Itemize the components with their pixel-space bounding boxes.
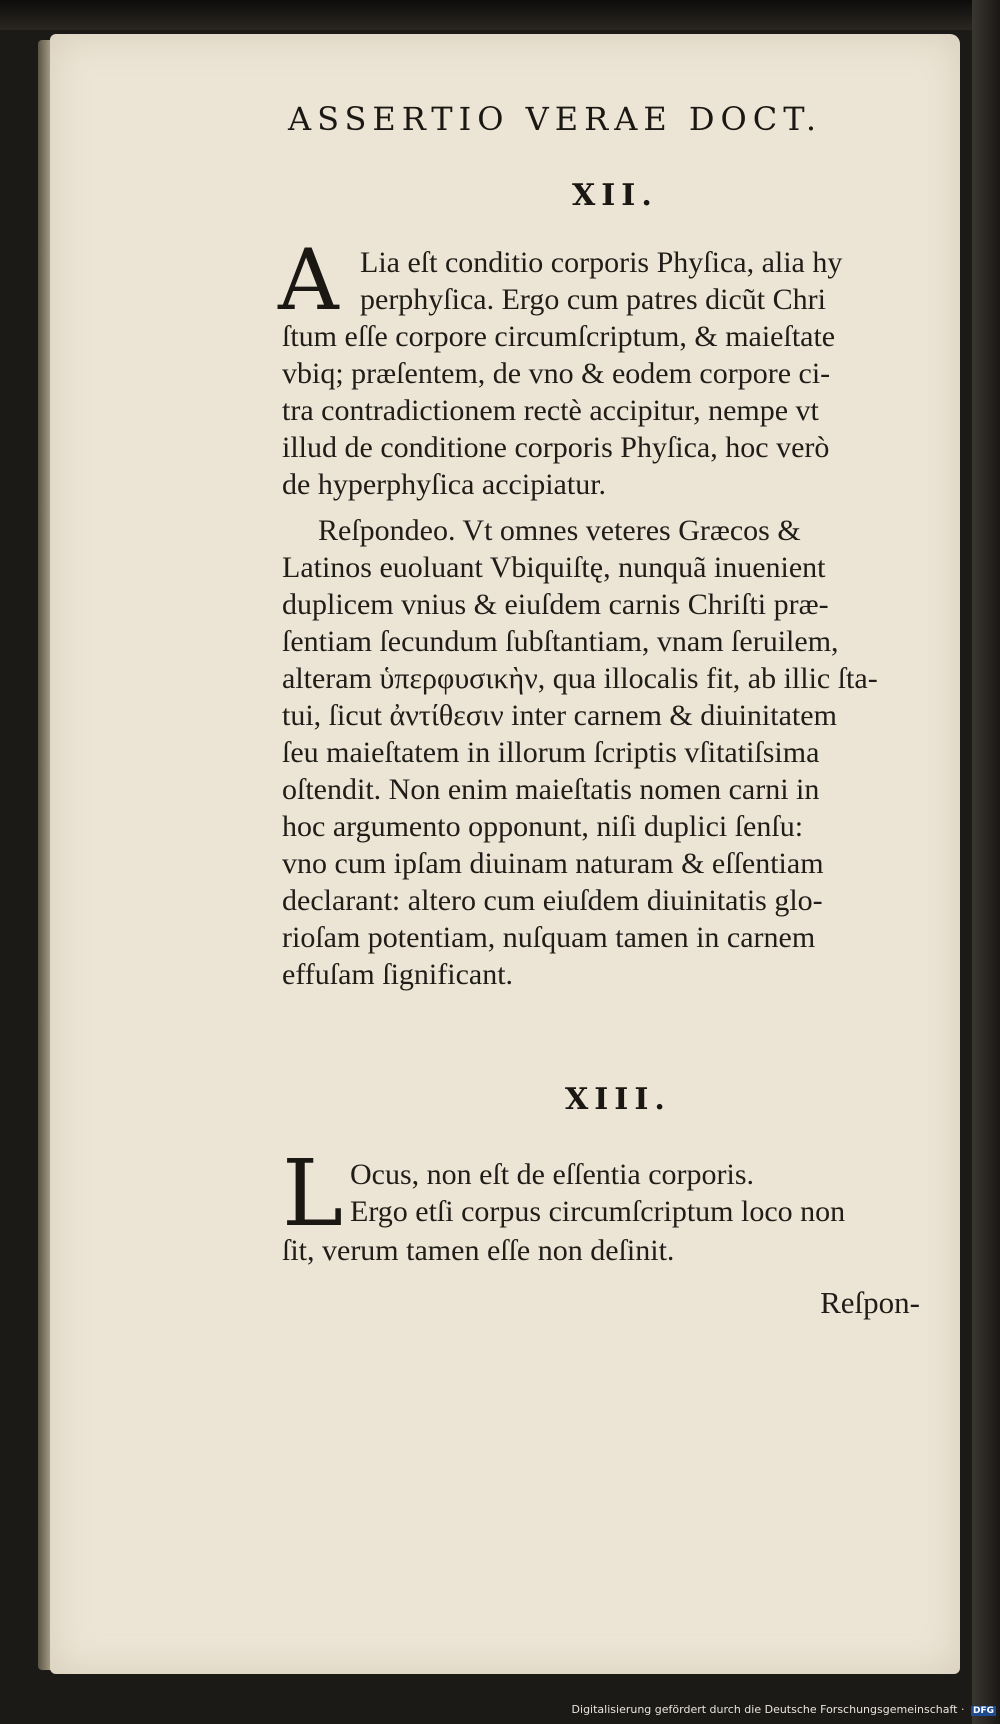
text-line: oſtendit. Non enim maieſtatis nomen carni in	[282, 773, 820, 806]
section-number-xii: XII.	[572, 178, 658, 213]
section-xiii-paragraph	[282, 1232, 674, 1269]
section-xii-opening-lines	[360, 244, 842, 318]
text-line: ſit, verum tamen eſſe non deſinit.	[282, 1234, 675, 1267]
drop-cap-l: L	[282, 1140, 344, 1247]
text-line: Ocus, non eſt de eſſentia corporis.	[350, 1158, 755, 1191]
text-line: perphyſica. Ergo cum patres dicũt Chri	[360, 283, 826, 316]
text-line: tui, ſicut ἀντίθεσιν inter carnem & diuinitatem	[282, 699, 837, 732]
text-line: ſeu maieſtatem in illorum ſcriptis vſitatiſsima	[282, 736, 820, 769]
text-line: duplicem vnius & eiuſdem carnis Chriſti præ-	[282, 588, 829, 621]
text-line: Reſpondeo. Vt omnes veteres Græcos &	[318, 514, 801, 547]
right-scan-border	[972, 0, 1000, 1724]
text-line: Latinos euoluant Vbiquiſtę, nunquã inuenient	[282, 551, 826, 584]
running-head: ASSERTIO VERAE DOCT.	[288, 100, 823, 138]
text-line: ſtum eſſe corpore circumſcriptum, & maieſtate	[282, 320, 836, 353]
text-line: alteram ὑπερφυσικὴν, qua illocalis fit, ab illic ſta-	[282, 662, 878, 695]
dfg-logo: DFG	[972, 1706, 994, 1716]
section-xii-paragraph-1	[282, 318, 835, 503]
catchword: Reſpon-	[820, 1285, 920, 1320]
digitization-credit: Digitalisierung gefördert durch die Deutsche Forschungsgemeinschaft · DFG	[571, 1703, 994, 1716]
text-line: tra contradictionem rectè accipitur, nempe vt	[282, 394, 819, 427]
text-line: de hyperphyſica accipiatur.	[282, 468, 607, 501]
text-line: hoc argumento opponunt, niſi duplici ſenſu:	[282, 810, 804, 843]
text-line: Lia eſt conditio corporis Phyſica, alia hy	[360, 246, 843, 279]
text-line: illud de conditione corporis Phyſica, hoc verò	[282, 431, 830, 464]
section-xii-paragraph-2	[282, 512, 878, 993]
section-number-xiii: XIII.	[565, 1082, 671, 1117]
section-xiii-opening-lines	[350, 1156, 845, 1230]
text-line: effuſam ſignificant.	[282, 958, 514, 991]
text-line: Ergo etſi corpus circumſcriptum loco non	[350, 1195, 846, 1228]
credit-text: Digitalisierung gefördert durch die Deutsche Forschungsgemeinschaft	[571, 1703, 958, 1716]
top-scan-border	[0, 0, 1000, 30]
text-line: declarant: altero cum eiuſdem diuinitatis glo-	[282, 884, 823, 917]
text-line: vbiq; præſentem, de vno & eodem corpore ci-	[282, 357, 831, 390]
text-line: rioſam potentiam, nuſquam tamen in carnem	[282, 921, 816, 954]
text-line: vno cum ipſam diuinam naturam & eſſentiam	[282, 847, 824, 880]
text-line: ſentiam ſecundum ſubſtantiam, vnam ſeruilem,	[282, 625, 839, 658]
drop-cap-a: A	[278, 231, 339, 329]
